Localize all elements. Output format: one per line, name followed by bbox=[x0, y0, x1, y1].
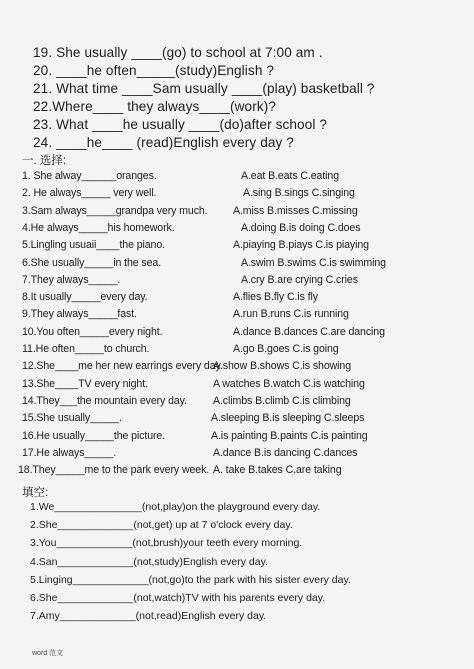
choice-question-9: 9.They always_____fast. bbox=[22, 308, 137, 321]
choice-question-17: 17.He always_____. bbox=[22, 446, 117, 459]
choice-options-8: A.flies B.fly C.is fly bbox=[233, 291, 318, 304]
section-title-fill: 填空: bbox=[22, 487, 49, 499]
choice-question-1: 1. She alway______oranges. bbox=[22, 170, 157, 182]
choice-question-15: 15.She usually_____. bbox=[22, 412, 122, 425]
question-21: 21. What time ____Sam usually ____(play) basketball ? bbox=[33, 81, 375, 96]
section-title-choice: 一. 选择: bbox=[22, 155, 67, 167]
choice-question-2: 2. He always_____ very well. bbox=[22, 187, 157, 200]
fill-question-4: 4.San_____________(not,study)English every day. bbox=[30, 555, 268, 568]
choice-question-8: 8.It usually_____every day. bbox=[22, 291, 148, 304]
choice-question-7: 7.They always_____. bbox=[22, 273, 121, 286]
choice-options-4: A.doing B.is doing C.does bbox=[241, 221, 361, 234]
choice-question-16: 16.He usually_____the picture. bbox=[22, 429, 166, 442]
choice-question-11: 11.He often_____to church. bbox=[22, 343, 150, 355]
choice-question-5: 5.Lingling usuaii____the piano. bbox=[22, 239, 165, 252]
choice-options-16: A.is painting B.paints C.is painting bbox=[211, 429, 368, 442]
fill-question-3: 3.You_____________(not,brush)your teeth every morning. bbox=[30, 537, 303, 550]
fill-question-7: 7.Amy_____________(not,read)English every day. bbox=[30, 610, 267, 623]
choice-question-3: 3.Sam always_____grandpa very much. bbox=[22, 204, 208, 217]
choice-options-14: A.climbs B.climb C.is climbing bbox=[213, 394, 351, 407]
choice-options-12: A.show B.shows C.is showing bbox=[213, 360, 352, 373]
choice-question-13: 13.She____TV every night. bbox=[22, 377, 148, 390]
choice-options-15: A.sleeping B.is sleeping C.sleeps bbox=[211, 412, 365, 425]
choice-options-18: A. take B.takes C.are taking bbox=[213, 464, 342, 477]
choice-options-13: A watches B.watch C.is watching bbox=[213, 377, 365, 390]
choice-question-4: 4.He always_____his homework. bbox=[22, 221, 175, 234]
choice-question-18: 18.They_____me to the park every week. bbox=[18, 464, 210, 477]
choice-question-10: 10.You often_____every night. bbox=[22, 325, 163, 338]
choice-options-2: A.sing B.sings C.singing bbox=[243, 187, 355, 200]
fill-question-2: 2.She_____________(not,get) up at 7 o'clock every day. bbox=[30, 519, 293, 532]
choice-options-17: A.dance B.is dancing C.dances bbox=[213, 446, 358, 459]
choice-options-7: A.cry B.are crying C.cries bbox=[241, 273, 358, 286]
question-23: 23. What ____he usually ____(do)after school ? bbox=[33, 117, 328, 132]
footer-text: word 范文 bbox=[32, 650, 64, 657]
fill-question-5: 5.Linging_____________(not,go)to the park with his sister every day. bbox=[30, 573, 351, 586]
question-20: 20. ____he often_____(study)English ? bbox=[33, 63, 275, 78]
choice-options-5: A.piaying B.piays C.is piaying bbox=[233, 239, 369, 252]
choice-options-3: A.miss B.misses C.missing bbox=[233, 204, 358, 217]
choice-question-12: 12.She____me her new earrings every day. bbox=[22, 360, 223, 373]
choice-options-9: A.run B.runs C.is running bbox=[233, 308, 349, 321]
question-19: 19. She usually ____(go) to school at 7:00 am . bbox=[33, 45, 323, 60]
question-24: 24. ____he____ (read)English every day ? bbox=[33, 135, 294, 150]
choice-options-11: A.go B.goes C.is going bbox=[233, 343, 339, 355]
question-22: 22.Where____ they always____(work)? bbox=[33, 99, 277, 114]
choice-options-6: A.swim B.swims C.is swimming bbox=[241, 256, 386, 269]
choice-question-6: 6.She usually_____in the sea. bbox=[22, 256, 162, 269]
fill-question-1: 1.We_______________(not,play)on the playground every day. bbox=[30, 501, 321, 513]
choice-options-10: A.dance B.dances C.are dancing bbox=[233, 325, 385, 338]
fill-question-6: 6.She_____________(not,watch)TV with his parents every day. bbox=[30, 592, 326, 604]
choice-question-14: 14.They___the mountain every day. bbox=[22, 394, 187, 407]
choice-options-1: A.eat B.eats C.eating bbox=[241, 170, 340, 182]
